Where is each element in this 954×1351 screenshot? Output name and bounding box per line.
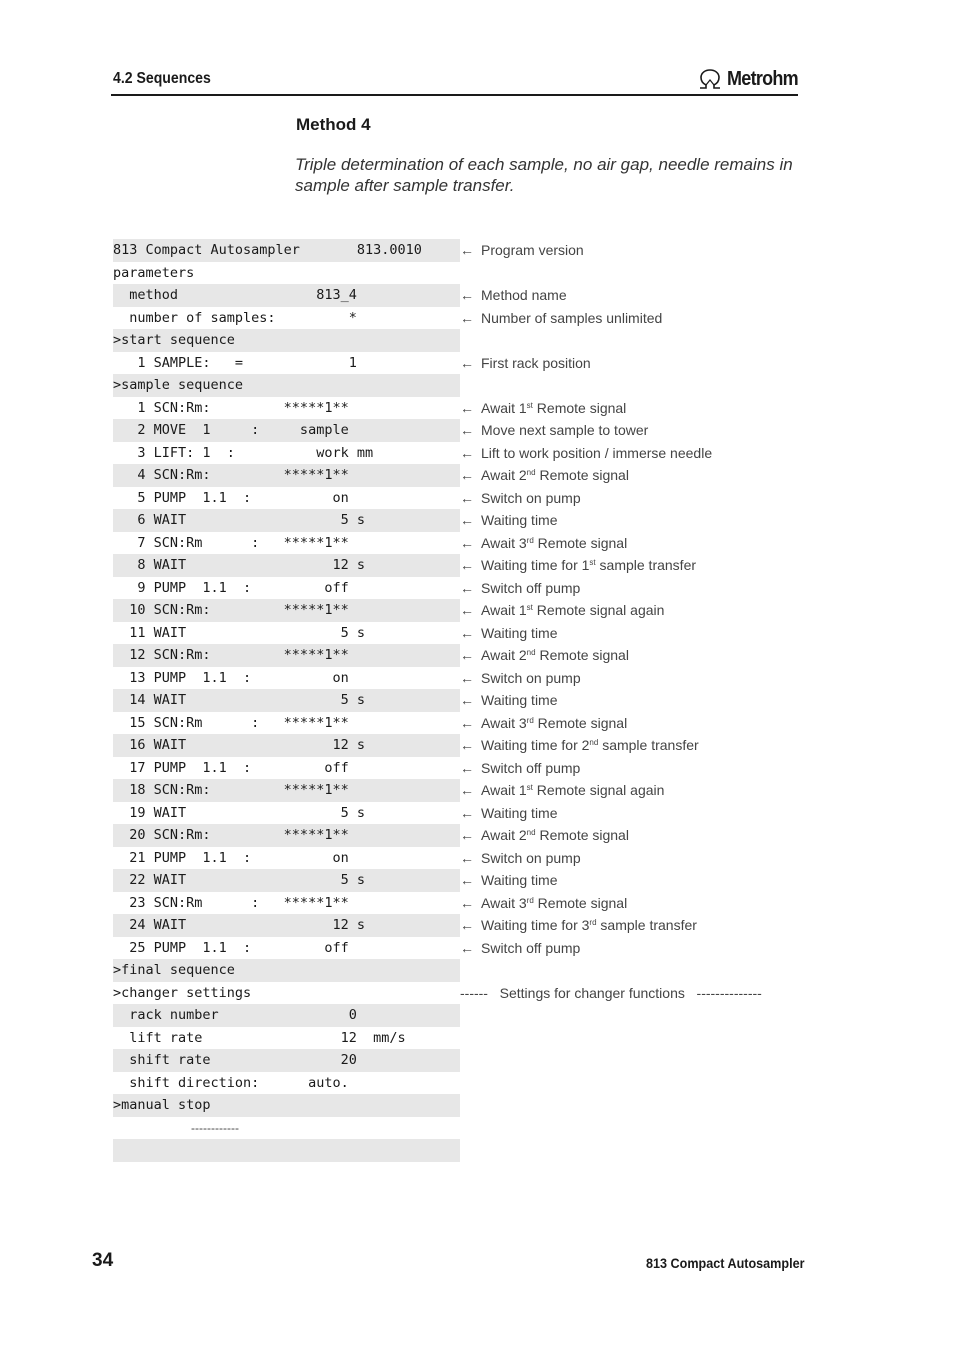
- listing-row: shift direction: auto.: [113, 1074, 349, 1091]
- ordinal-suffix: rd: [526, 715, 534, 725]
- brand-name: Metrohm: [727, 67, 798, 90]
- left-arrow-icon: ←: [460, 849, 474, 866]
- left-arrow-icon: ←: [460, 399, 474, 416]
- annotation-text: Switch off pump: [481, 579, 581, 596]
- listing-row: 19 WAIT 5 s: [113, 804, 365, 821]
- ordinal-suffix: st: [526, 783, 533, 792]
- annotation-text: Waiting time: [481, 804, 558, 821]
- listing-row: lift rate 12 mm/s: [113, 1029, 406, 1046]
- annotation-row: [460, 577, 820, 600]
- annotation-row: [460, 464, 820, 487]
- left-arrow-icon: ←: [460, 557, 474, 573]
- ordinal-suffix: nd: [589, 738, 599, 747]
- annotation-text: Await 3: [481, 714, 527, 731]
- annotation-row: [460, 554, 820, 577]
- annotation-row: [460, 1139, 820, 1162]
- annotation-row: [460, 397, 820, 420]
- annotation-row: [460, 284, 820, 307]
- left-arrow-icon: ←: [460, 624, 474, 641]
- annotation-text: sample transfer: [595, 557, 697, 573]
- ordinal-suffix: nd: [526, 468, 536, 477]
- annotation-row: [460, 734, 820, 757]
- listing-row: parameters: [113, 264, 195, 281]
- annotation-text: Remote signal: [533, 534, 628, 551]
- listing-row: 20 SCN:Rm: *****1**: [113, 824, 460, 847]
- annotation-row: [460, 959, 820, 982]
- listing-row: 9 PUMP 1.1 : off: [113, 579, 349, 596]
- annotation-row: [460, 892, 820, 915]
- left-arrow-icon: ←: [460, 804, 474, 821]
- listing-row: 22 WAIT 5 s: [113, 869, 460, 892]
- annotation-text: sample transfer: [596, 917, 697, 933]
- ordinal-suffix: rd: [589, 918, 597, 927]
- method-description: Triple determination of each sample, no air gap, needle remains in sample after sample transfer.: [295, 155, 793, 195]
- annotation-row: [460, 442, 820, 465]
- annotation-text: Waiting time: [481, 624, 558, 641]
- annotation-row: [460, 419, 820, 442]
- annotation-text: Await 1: [481, 399, 527, 416]
- listing-row: 12 SCN:Rm: *****1**: [113, 644, 460, 667]
- annotation-row: [460, 1027, 820, 1050]
- annotation-row: [460, 1004, 820, 1027]
- annotation-row: [460, 487, 820, 510]
- annotation-row: [460, 1049, 820, 1072]
- annotation-text: Await 3: [481, 894, 527, 911]
- listing-row: 1 SAMPLE: = 1: [113, 354, 357, 371]
- annotation-text: Method name: [481, 287, 567, 303]
- listing-row: 25 PUMP 1.1 : off: [113, 939, 349, 956]
- left-arrow-icon: ←: [460, 692, 474, 708]
- left-arrow-icon: ←: [460, 287, 474, 303]
- annotation-row: [460, 779, 820, 802]
- section-heading: 4.2 Sequences: [113, 70, 211, 87]
- annotation-row: [460, 262, 820, 285]
- ordinal-suffix: rd: [526, 535, 534, 545]
- listing-row: 21 PUMP 1.1 : on: [113, 849, 349, 866]
- listing-row: 11 WAIT 5 s: [113, 624, 365, 641]
- left-arrow-icon: ←: [460, 759, 474, 776]
- annotation-text: Lift to work position / immerse needle: [481, 444, 713, 461]
- left-arrow-icon: ←: [460, 444, 474, 461]
- header-rule: [111, 94, 798, 96]
- annotation-text: Await 2: [481, 827, 527, 843]
- annotation-row: [460, 1117, 820, 1140]
- annotation-text: Waiting time for 1: [481, 557, 590, 573]
- listing-row: 4 SCN:Rm: *****1**: [113, 464, 460, 487]
- annotation-text: Switch on pump: [481, 489, 581, 506]
- listing-row: 18 SCN:Rm: *****1**: [113, 779, 460, 802]
- ordinal-suffix: st: [589, 558, 596, 567]
- listing-row: 15 SCN:Rm : *****1**: [113, 714, 349, 731]
- listing-row: rack number 0: [113, 1004, 460, 1027]
- left-arrow-icon: ←: [460, 512, 474, 528]
- annotation-text: Await 2: [481, 467, 527, 483]
- annotation-row: [460, 307, 820, 330]
- annotation-text: Remote signal again: [532, 782, 665, 798]
- annotation-row: [460, 1072, 820, 1095]
- annotation-row: [460, 712, 820, 735]
- annotation-row: [460, 914, 820, 937]
- listing-row: 10 SCN:Rm: *****1**: [113, 599, 460, 622]
- annotation-text: Remote signal: [535, 827, 629, 843]
- left-arrow-icon: ←: [460, 602, 474, 618]
- left-arrow-icon: ←: [460, 489, 474, 506]
- annotation-text: First rack position: [481, 354, 591, 371]
- annotation-text: Switch on pump: [481, 849, 581, 866]
- left-arrow-icon: ←: [460, 714, 474, 731]
- annotation-row: [460, 757, 820, 780]
- left-arrow-icon: ←: [460, 737, 474, 753]
- annotation-row: [460, 937, 820, 960]
- ordinal-suffix: nd: [526, 648, 536, 657]
- listing-row: 7 SCN:Rm : *****1**: [113, 534, 349, 551]
- listing-row: 6 WAIT 5 s: [113, 509, 460, 532]
- listing-row: 3 LIFT: 1 : work mm: [113, 444, 374, 461]
- left-arrow-icon: ←: [460, 579, 474, 596]
- annotation-text: Waiting time for 2: [481, 737, 590, 753]
- annotation-row: [460, 374, 820, 397]
- left-arrow-icon: ←: [460, 467, 474, 483]
- annotation-text: Number of samples unlimited: [481, 309, 663, 326]
- annotation-text: Switch off pump: [481, 939, 581, 956]
- ordinal-suffix: rd: [526, 895, 534, 905]
- annotation-row: [460, 644, 820, 667]
- annotation-row: [460, 599, 820, 622]
- left-arrow-icon: ←: [460, 647, 474, 663]
- annotation-text: Remote signal again: [532, 602, 665, 618]
- annotation-row: [460, 667, 820, 690]
- listing-row: 2 MOVE 1 : sample: [113, 419, 460, 442]
- left-arrow-icon: ←: [460, 309, 474, 326]
- annotation-row: [460, 689, 820, 712]
- annotation-row: [460, 824, 820, 847]
- listing-row: 1 SCN:Rm: *****1**: [113, 399, 349, 416]
- listing-row: 813 Compact Autosampler 813.0010: [113, 239, 460, 262]
- listing-row: 5 PUMP 1.1 : on: [113, 489, 349, 506]
- ordinal-suffix: st: [526, 400, 533, 410]
- brand-logo: [697, 66, 806, 92]
- left-arrow-icon: ←: [460, 422, 474, 438]
- annotation-text: Switch off pump: [481, 759, 581, 776]
- annotation-row: [460, 982, 820, 1005]
- annotation-text: Remote signal: [533, 894, 628, 911]
- annotation-text: Await 2: [481, 647, 527, 663]
- listing-row: >manual stop: [113, 1094, 460, 1117]
- annotation-text: Await 3: [481, 534, 527, 551]
- listing-row: [113, 1139, 460, 1162]
- annotation-row: [460, 869, 820, 892]
- annotation-row: [460, 532, 820, 555]
- listing-row: 13 PUMP 1.1 : on: [113, 669, 349, 686]
- listing-row: 23 SCN:Rm : *****1**: [113, 894, 349, 911]
- left-arrow-icon: ←: [460, 939, 474, 956]
- omega-icon: [697, 68, 723, 90]
- annotation-text: Switch on pump: [481, 669, 581, 686]
- listing-row: method 813_4: [113, 284, 460, 307]
- annotation-row: [460, 622, 820, 645]
- left-arrow-icon: ←: [460, 669, 474, 686]
- listing-row: 8 WAIT 12 s: [113, 554, 460, 577]
- left-arrow-icon: ←: [460, 534, 474, 551]
- annotation-text: Program version: [481, 242, 584, 258]
- method-title: Method 4: [296, 115, 371, 134]
- annotation-text: Waiting time: [481, 692, 558, 708]
- left-arrow-icon: ←: [460, 872, 474, 888]
- annotation-text: Waiting time: [481, 872, 558, 888]
- annotation-row: [460, 239, 820, 262]
- annotation-text: Await 1: [481, 782, 527, 798]
- ordinal-suffix: st: [526, 603, 533, 612]
- listing-row: 16 WAIT 12 s: [113, 734, 460, 757]
- listing-row: >final sequence: [113, 959, 460, 982]
- left-arrow-icon: ←: [460, 354, 474, 371]
- annotation-row: [460, 509, 820, 532]
- annotation-row: [460, 352, 820, 375]
- left-arrow-icon: ←: [460, 827, 474, 843]
- annotation-text: sample transfer: [598, 737, 699, 753]
- left-arrow-icon: ←: [460, 917, 474, 933]
- listing-row: shift rate 20: [113, 1049, 460, 1072]
- annotation-text: Await 1: [481, 602, 527, 618]
- listing-row: >changer settings: [113, 984, 252, 1001]
- left-arrow-icon: ←: [460, 782, 474, 798]
- annotation-text: Remote signal: [533, 714, 628, 731]
- annotation-text: Remote signal: [535, 647, 629, 663]
- left-arrow-icon: ←: [460, 894, 474, 911]
- annotation-row: [460, 1094, 820, 1117]
- annotation-text: Remote signal: [532, 399, 627, 416]
- settings-caption: ------ Settings for changer functions --------------: [460, 984, 762, 1001]
- annotation-column: [460, 239, 820, 1162]
- annotation-row: [460, 847, 820, 870]
- listing-row: 17 PUMP 1.1 : off: [113, 759, 349, 776]
- end-dashes: ------------: [191, 1120, 239, 1135]
- listing-row: 24 WAIT 12 s: [113, 914, 460, 937]
- annotation-row: [460, 802, 820, 825]
- listing-row: [113, 1117, 460, 1140]
- ordinal-suffix: nd: [526, 828, 536, 837]
- footer-product: 813 Compact Autosampler: [646, 1255, 805, 1271]
- annotation-text: Waiting time: [481, 512, 558, 528]
- listing-row: >sample sequence: [113, 374, 460, 397]
- left-arrow-icon: ←: [460, 242, 474, 258]
- listing-row: number of samples: *: [113, 309, 357, 326]
- listing-row: >start sequence: [113, 329, 460, 352]
- program-listing: [113, 239, 460, 1162]
- page-number: 34: [92, 1250, 114, 1271]
- annotation-text: Remote signal: [535, 467, 629, 483]
- listing-row: 14 WAIT 5 s: [113, 689, 460, 712]
- annotation-row: [460, 329, 820, 352]
- annotation-text: Move next sample to tower: [481, 422, 649, 438]
- annotation-text: Waiting time for 3: [481, 917, 590, 933]
